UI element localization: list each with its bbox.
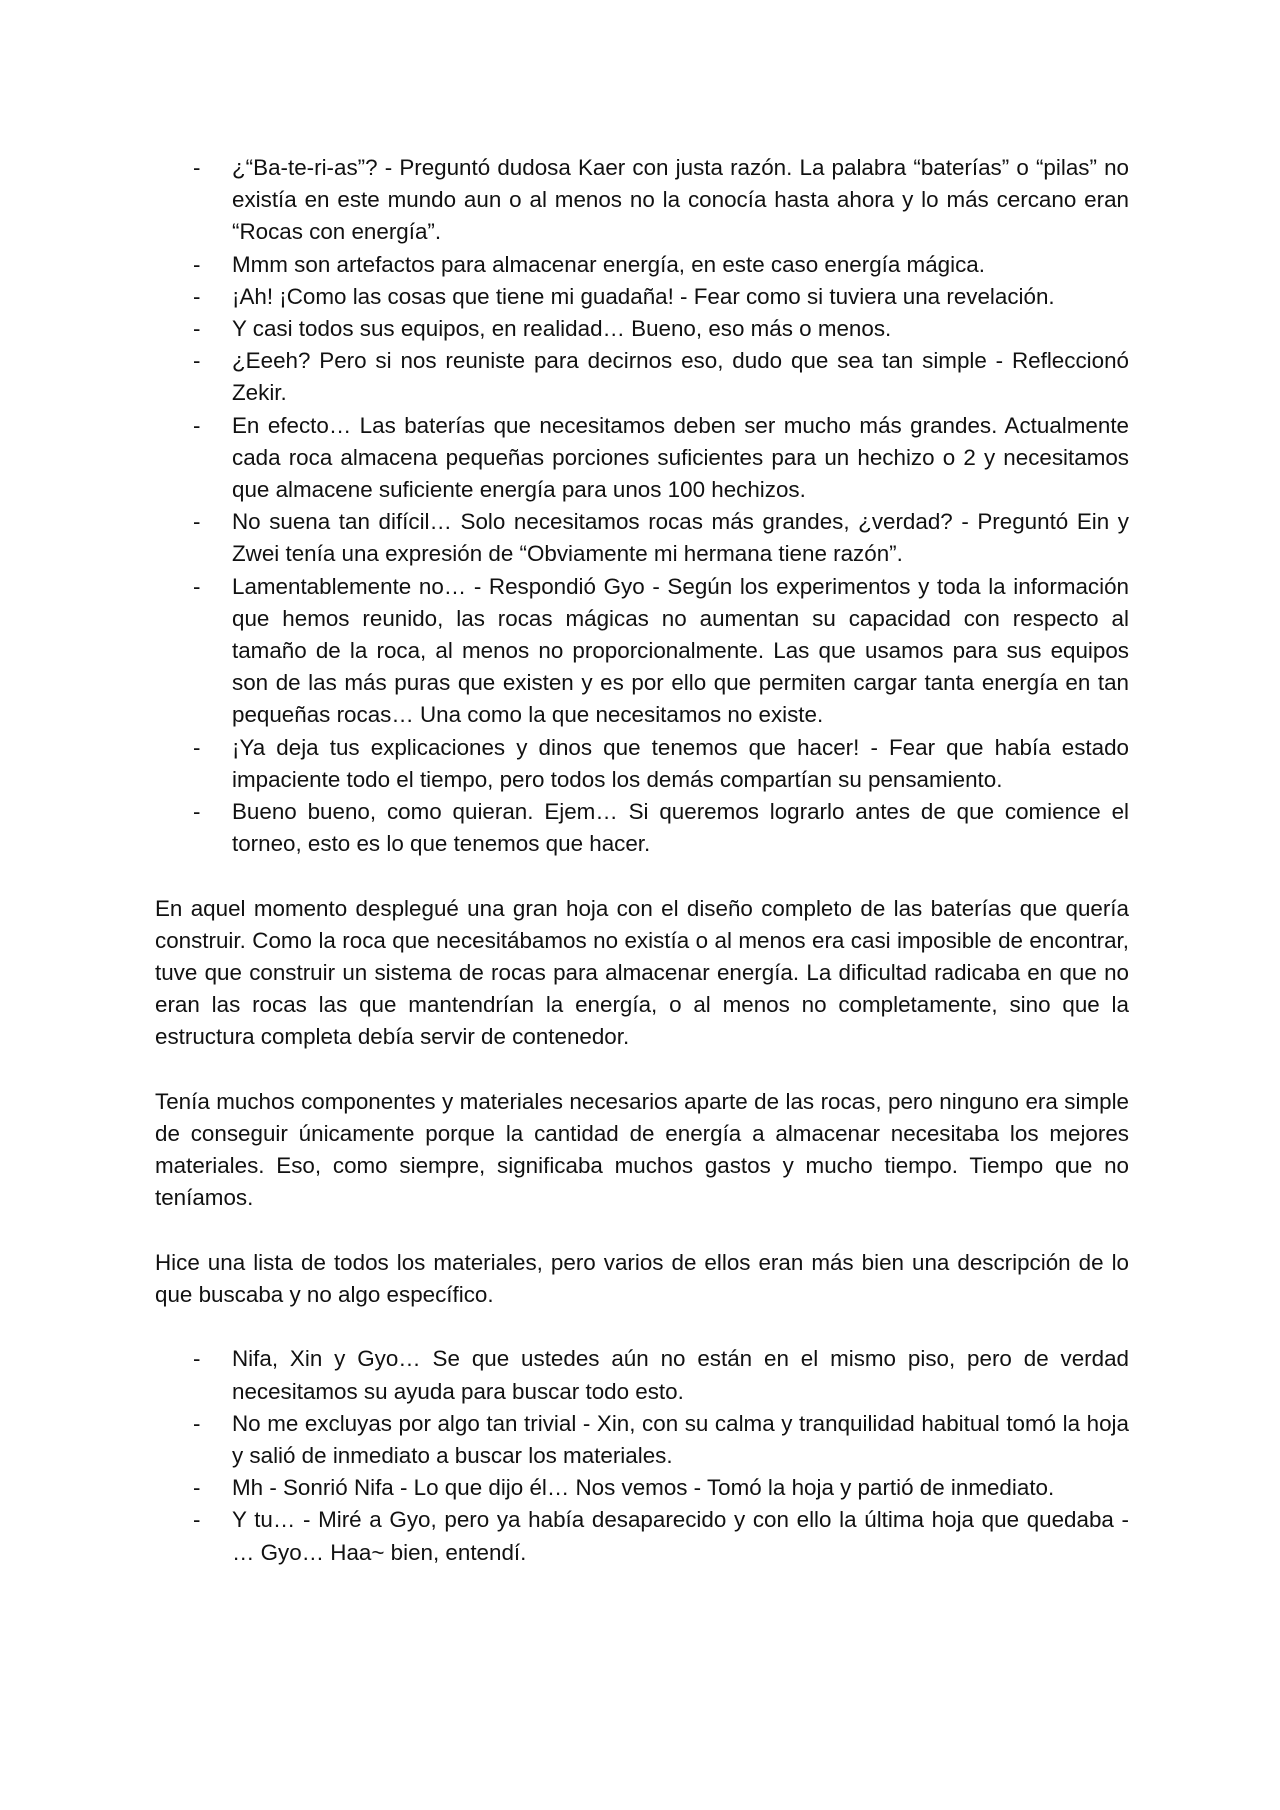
dash-marker: - bbox=[193, 316, 201, 342]
dash-marker: - bbox=[193, 251, 201, 277]
dialogue-text: ¿Eeeh? Pero si nos reuniste para decirnos eso, dudo que sea tan simple - Refleccionó Zekir. bbox=[232, 348, 1129, 406]
dialogue-line bbox=[155, 281, 1129, 313]
dash-marker: - bbox=[193, 734, 201, 760]
dash-marker: - bbox=[193, 1346, 201, 1372]
dialogue-text: Bueno bueno, como quieran. Ejem… Si queremos lograrlo antes de que comience el torneo, esto es lo que tenemos que hacer. bbox=[232, 799, 1129, 857]
dash-marker: - bbox=[193, 573, 201, 599]
narrative-paragraph: Hice una lista de todos los materiales, pero varios de ellos eran más bien una descripción de lo que buscaba y no algo específico. bbox=[155, 1249, 1129, 1308]
dialogue-text: ¡Ya deja tus explicaciones y dinos que tenemos que hacer! - Fear que había estado impaciente todo el tiempo, pero todos los demás compartían su pensamiento. bbox=[232, 734, 1129, 792]
dialogue-line bbox=[155, 410, 1129, 507]
dialogue-text: Y tu… - Miré a Gyo, pero ya había desaparecido y con ello la última hoja que quedaba - … Gyo… Haa~ bien, entendí. bbox=[232, 1507, 1129, 1565]
dash-marker: - bbox=[193, 155, 201, 180]
dialogue-line bbox=[155, 506, 1129, 570]
dialogue-text: No suena tan difícil… Solo necesitamos rocas más grandes, ¿verdad? - Preguntó Ein y Zwei tenía una expresión de “Obviamente mi hermana tiene razón”. bbox=[232, 509, 1129, 567]
dialogue-text: Nifa, Xin y Gyo… Se que ustedes aún no están en el mismo piso, pero de verdad necesitamos su ayuda para buscar todo esto. bbox=[232, 1346, 1129, 1404]
dash-marker: - bbox=[193, 283, 201, 309]
dash-marker: - bbox=[193, 1507, 201, 1533]
dialogue-line bbox=[155, 1472, 1129, 1504]
dash-marker: - bbox=[193, 348, 201, 374]
dialogue-text: En efecto… Las baterías que necesitamos deben ser mucho más grandes. Actualmente cada roca almacena pequeñas porciones suficientes para un hechizo o 2 y necesitamos que almacene suficiente energía para unos 100 hechizos. bbox=[232, 412, 1129, 503]
dialogue-list-1 bbox=[155, 152, 1129, 860]
dialogue-text: Lamentablemente no… - Respondió Gyo - Según los experimentos y toda la información que hemos reunido, las rocas mágicas no aumentan su capacidad con respecto al tamaño de la roca, al menos no proporcionalmente. Las que usamos para sus equipos son de las más puras que existen y es por ello que permiten cargar tanta energía en tan pequeñas rocas… Una como la que necesitamos no existe. bbox=[232, 573, 1129, 728]
dialogue-text: Y casi todos sus equipos, en realidad… Bueno, eso más o menos. bbox=[232, 316, 892, 342]
dash-marker: - bbox=[193, 799, 201, 825]
dash-marker: - bbox=[193, 412, 201, 438]
dialogue-line bbox=[155, 345, 1129, 409]
dialogue-line bbox=[155, 152, 1129, 249]
dash-marker: - bbox=[193, 1475, 201, 1501]
narrative-paragraph: En aquel momento desplegué una gran hoja con el diseño completo de las baterías que quería construir. Como la roca que necesitábamos no existía o al menos era casi imposible de encontrar, tuve que construir un sistema de rocas para almacenar energía. La dificultad radicaba en que no eran las rocas las que mantendrían la energía, o al menos no completamente, sino que la estructura completa debía servir de contenedor. bbox=[155, 895, 1129, 1050]
dialogue-text: ¿“Ba-te-ri-as”? - Preguntó dudosa Kaer con justa razón. La palabra “baterías” o “pilas” no existía en este mundo aun o al menos no la conocía hasta ahora y lo más cercano eran “Rocas con energía”. bbox=[232, 155, 1129, 245]
document-page bbox=[155, 152, 1129, 1569]
dialogue-line bbox=[155, 1343, 1129, 1407]
dialogue-line bbox=[155, 249, 1129, 281]
dialogue-line bbox=[155, 1504, 1129, 1568]
dialogue-line bbox=[155, 571, 1129, 732]
dialogue-line bbox=[155, 732, 1129, 796]
dialogue-list-2 bbox=[155, 1343, 1129, 1568]
dialogue-line bbox=[155, 313, 1129, 345]
dialogue-text: ¡Ah! ¡Como las cosas que tiene mi guadaña! - Fear como si tuviera una revelación. bbox=[232, 283, 1055, 309]
dialogue-text: No me excluyas por algo tan trivial - Xin, con su calma y tranquilidad habitual tomó la hoja y salió de inmediato a buscar los materiales. bbox=[232, 1410, 1129, 1469]
dialogue-text: Mmm son artefactos para almacenar energía, en este caso energía mágica. bbox=[232, 251, 985, 277]
dialogue-line bbox=[155, 1408, 1129, 1472]
dash-marker: - bbox=[193, 1410, 201, 1436]
dialogue-line bbox=[155, 796, 1129, 860]
dash-marker: - bbox=[193, 509, 201, 535]
dialogue-text: Mh - Sonrió Nifa - Lo que dijo él… Nos vemos - Tomó la hoja y partió de inmediato. bbox=[232, 1475, 1055, 1501]
narrative-paragraph: Tenía muchos componentes y materiales necesarios aparte de las rocas, pero ninguno era simple de conseguir únicamente porque la cantidad de energía a almacenar necesitaba los mejores materiales. Eso, como siempre, significaba muchos gastos y mucho tiempo. Tiempo que no teníamos. bbox=[155, 1088, 1129, 1211]
